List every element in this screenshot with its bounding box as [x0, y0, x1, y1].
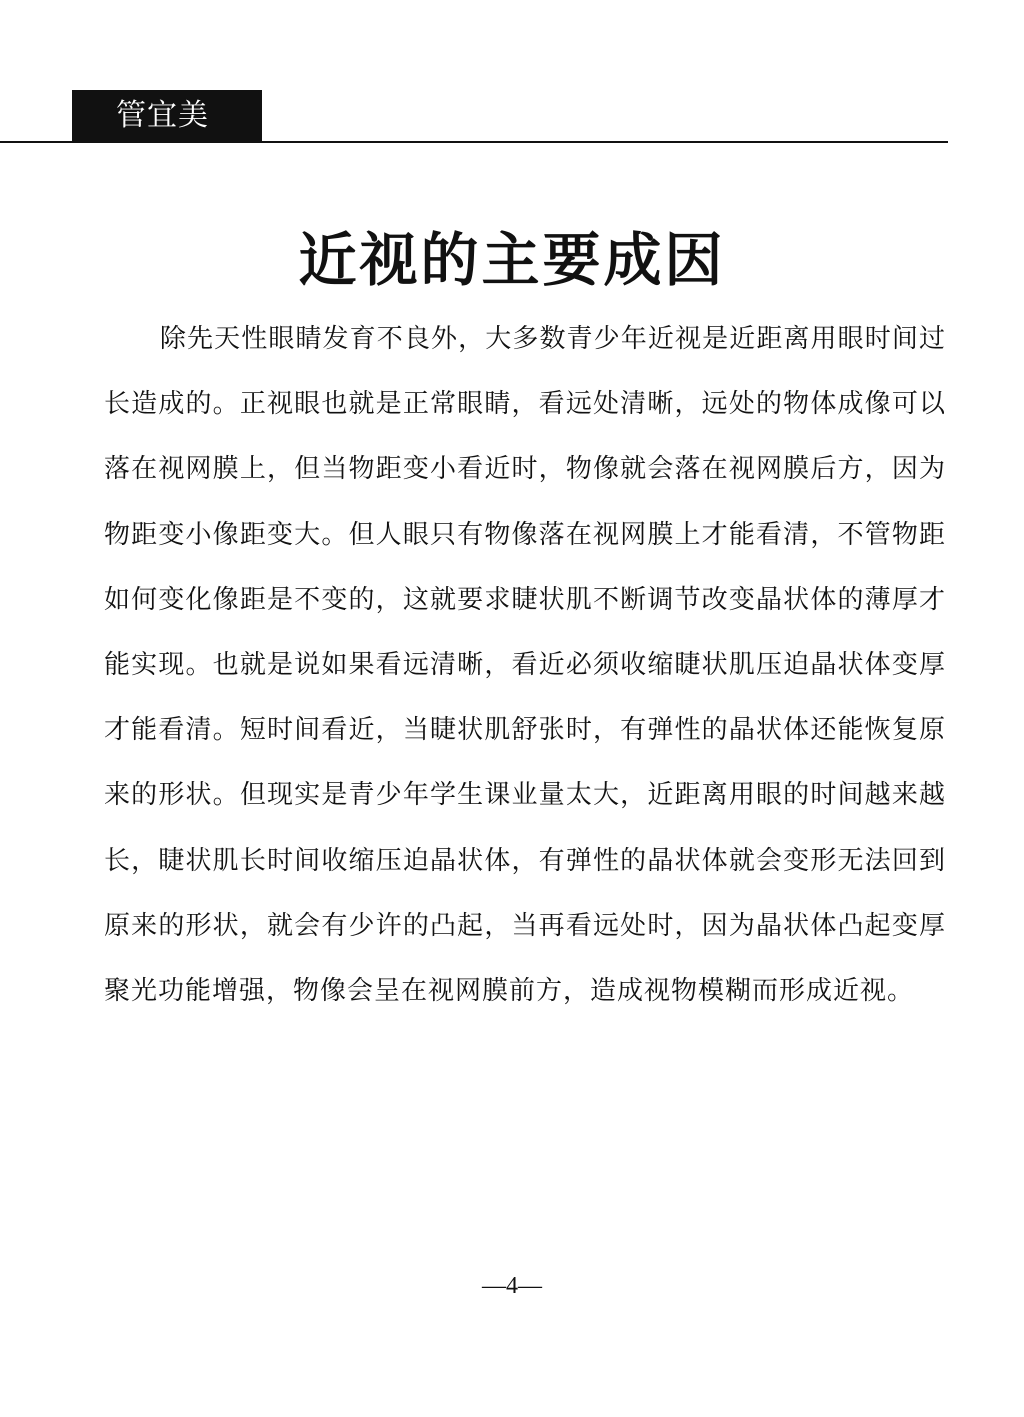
page-number: —4—: [482, 1273, 542, 1299]
author-header: [72, 90, 262, 142]
author-name: 管宜美: [116, 98, 209, 133]
header-divider: [0, 141, 948, 143]
article-title: 近视的主要成因: [298, 226, 726, 294]
article-body: 除先天性眼睛发育不良外，大多数青少年近视是近距离用眼时间过长造成的。正视眼也就是正常眼睛，看远处清晰，远处的物体成像可以落在视网膜上，但当物距变小看近时，物像就会落在视网膜后方，因为物距变小像距变大。但人眼只有物像落在视网膜上才能看清，不管物距如何变化像距是不变的，这就要求睫状肌不断调节改变晶状体的薄厚才能实现。也就是说如果看远清晰，看近必须收缩睫状肌压迫晶状体变厚才能看清。短时间看近，当睫状肌舒张时，有弹性的晶状体还能恢复原来的形状。但现实是青少年学生课业量太大，近距离用眼的时间越来越长，睫状肌长时间收缩压迫晶状体，有弹性的晶状体就会变形无法回到原来的形状，就会有少许的凸起，当再看远处时，因为晶状体凸起变厚聚光功能增强，物像会呈在视网膜前方，造成视物模糊而形成近视。: [104, 324, 946, 1007]
